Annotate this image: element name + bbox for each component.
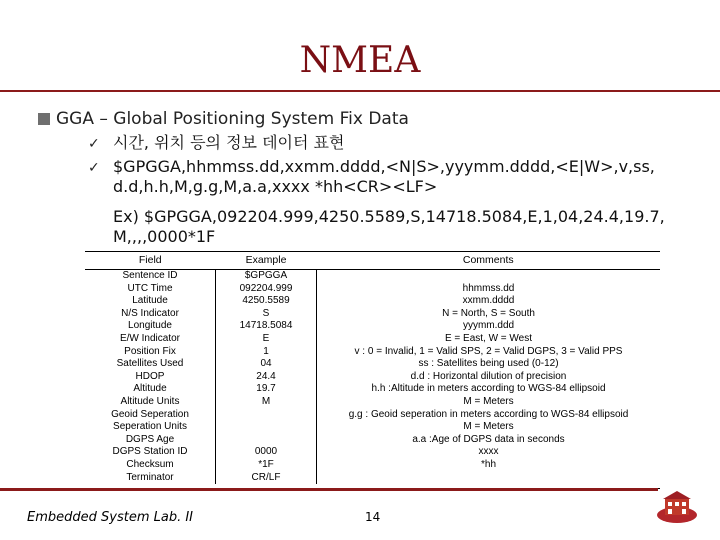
cell-example: M <box>216 396 317 409</box>
cell-field: HDOP <box>135 370 165 382</box>
cell-field: Latitude <box>132 295 168 307</box>
table-row <box>85 295 660 308</box>
cell-field: Longitude <box>128 320 172 332</box>
university-logo-icon <box>655 489 699 525</box>
cell-field: E/W Indicator <box>119 332 181 344</box>
table-row <box>85 421 660 434</box>
title-divider <box>0 90 720 92</box>
cell-example: 0000 <box>216 446 317 459</box>
cell-example: 14718.5084 <box>216 320 317 333</box>
table-row <box>85 346 660 359</box>
check-icon: ✓ <box>88 136 100 152</box>
table-header-row <box>85 253 660 270</box>
cell-field: UTC Time <box>127 282 173 294</box>
table-row <box>85 472 660 485</box>
cell-example: 4250.5589 <box>216 295 317 308</box>
table-row <box>85 358 660 371</box>
sub-bullet-2: $GPGGA,hhmmss.dd,xxmm.dddd,<N|S>,yyymm.dddd,<E|W>,v,ss,d.d,h.h,M,g.g,M,a.a,xxxx *hh<CR><LF> <box>113 157 655 196</box>
cell-field: Terminator <box>126 471 174 483</box>
cell-example <box>216 409 317 422</box>
sub-bullet-1: 시간, 위치 등의 정보 데이터 표현 <box>113 133 345 152</box>
cell-example: 1 <box>216 346 317 359</box>
cell-comment: xxxx <box>478 446 499 458</box>
cell-field: Sentence ID <box>122 270 178 281</box>
cell-comment: *hh <box>480 458 496 470</box>
cell-comment: h.h :Altitude in meters according to WGS-84 ellipsoid <box>371 383 606 395</box>
table-row <box>85 409 660 422</box>
square-bullet-icon <box>38 113 50 125</box>
table-row <box>85 371 660 384</box>
cell-example: S <box>216 308 317 321</box>
cell-comment: d.d : Horizontal dilution of precision <box>410 370 567 382</box>
table-body <box>85 270 660 485</box>
table-row <box>85 333 660 346</box>
table-row <box>85 459 660 472</box>
check-icon: ✓ <box>88 160 100 176</box>
cell-field: Position Fix <box>124 345 176 357</box>
cell-example <box>216 434 317 447</box>
table-row <box>85 320 660 333</box>
cell-comment: a.a :Age of DGPS data in seconds <box>412 433 565 445</box>
table-row <box>85 446 660 459</box>
cell-field: DGPS Age <box>125 433 175 445</box>
header-example: Example <box>216 253 317 270</box>
header-field: Field <box>85 253 216 270</box>
table-row <box>85 434 660 447</box>
table-row <box>85 308 660 321</box>
footer-divider <box>0 488 658 491</box>
cell-comment: M = Meters <box>463 395 514 407</box>
cell-field: Altitude <box>133 383 167 395</box>
cell-example: $GPGGA <box>216 270 317 283</box>
gga-field-table <box>85 253 660 484</box>
cell-comment: g.g : Geoid seperation in meters according to WGS-84 ellipsoid <box>348 408 629 420</box>
table-top-rule <box>85 251 660 252</box>
cell-comment: E = East, W = West <box>444 332 533 344</box>
cell-comment: ss : Satellites being used (0-12) <box>418 358 559 370</box>
cell-comment: v : 0 = Invalid, 1 = Valid SPS, 2 = Valid DGPS, 3 = Valid PPS <box>354 345 623 357</box>
cell-comment <box>317 472 661 485</box>
cell-example <box>216 421 317 434</box>
table-row <box>85 383 660 396</box>
cell-example: *1F <box>216 459 317 472</box>
table-row <box>85 396 660 409</box>
example-line: Ex) $GPGGA,092204.999,4250.5589,S,14718.5084,E,1,04,24.4,19.7,M,,,,0000*1F <box>113 207 665 246</box>
cell-field: Seperation Units <box>113 421 187 433</box>
cell-field: DGPS Station ID <box>112 446 188 458</box>
cell-comment: hhmmss.dd <box>462 282 515 294</box>
slide-title: NMEA <box>299 40 421 81</box>
cell-field: Geoid Seperation <box>111 408 189 420</box>
cell-example: 092204.999 <box>216 283 317 296</box>
cell-field: Checksum <box>126 458 174 470</box>
cell-field: N/S Indicator <box>121 307 179 319</box>
cell-comment <box>317 270 661 283</box>
main-bullet: GGA – Global Positioning System Fix Data <box>56 109 409 129</box>
cell-comment: yyymm.ddd <box>462 320 515 332</box>
table-row <box>85 283 660 296</box>
cell-comment: xxmm.dddd <box>462 295 515 307</box>
cell-comment: N = North, S = South <box>442 307 535 319</box>
cell-example: 24.4 <box>216 371 317 384</box>
footer-course-name: Embedded System Lab. II <box>27 510 194 525</box>
cell-example: 04 <box>216 358 317 371</box>
cell-example: CR/LF <box>216 472 317 485</box>
cell-field: Satellites Used <box>116 358 184 370</box>
cell-example: E <box>216 333 317 346</box>
cell-comment: M = Meters <box>463 421 514 433</box>
page-number: 14 <box>365 510 381 524</box>
table-row <box>85 270 660 283</box>
header-comments: Comments <box>317 253 661 270</box>
cell-field: Altitude Units <box>120 395 180 407</box>
cell-example: 19.7 <box>216 383 317 396</box>
